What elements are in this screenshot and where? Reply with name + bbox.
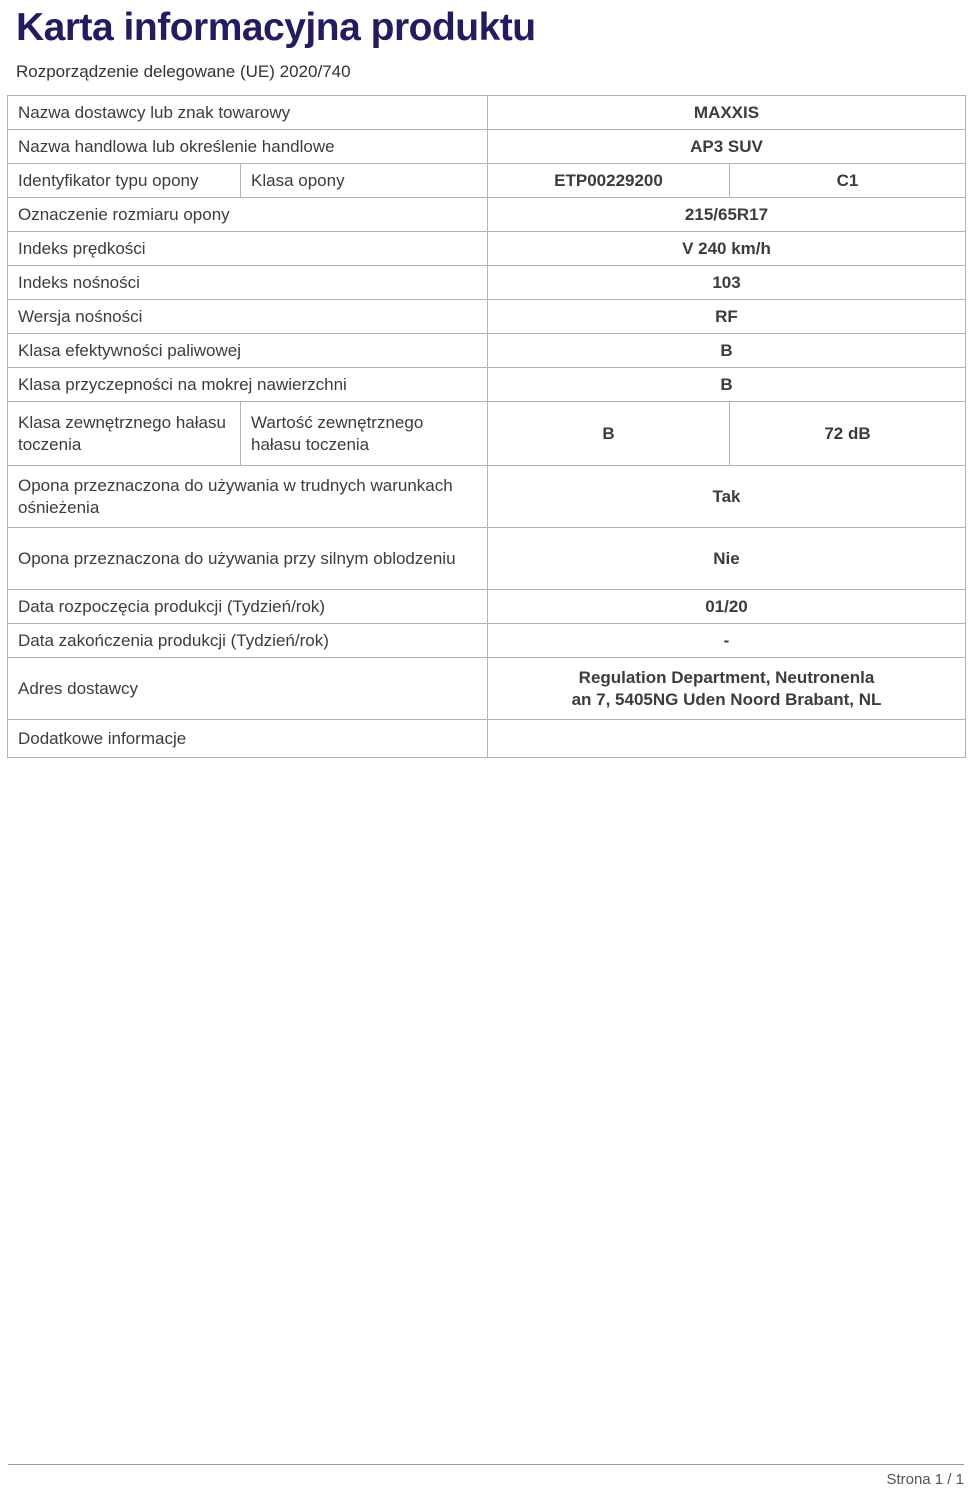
row-production-start bbox=[8, 590, 966, 624]
speed-index-value: V 240 km/h bbox=[488, 232, 966, 266]
supplier-address-line2: an 7, 5405NG Uden Noord Brabant, NL bbox=[571, 689, 882, 709]
row-noise bbox=[8, 402, 966, 466]
load-index-label: Indeks nośności bbox=[8, 266, 488, 300]
regulation-subtitle: Rozporządzenie delegowane (UE) 2020/740 bbox=[16, 62, 351, 81]
row-production-end bbox=[8, 624, 966, 658]
row-supplier bbox=[8, 96, 966, 130]
supplier-value: MAXXIS bbox=[488, 96, 966, 130]
noise-class-label: Klasa zewnętrznego hałasu toczenia bbox=[8, 402, 241, 466]
row-fuel-efficiency bbox=[8, 334, 966, 368]
production-end-value: - bbox=[488, 624, 966, 658]
additional-info-value bbox=[488, 720, 966, 758]
trade-name-value: AP3 SUV bbox=[488, 130, 966, 164]
size-value: 215/65R17 bbox=[488, 198, 966, 232]
supplier-label: Nazwa dostawcy lub znak towarowy bbox=[8, 96, 488, 130]
ice-value: Nie bbox=[488, 528, 966, 590]
page-title: Karta informacyjna produktu bbox=[16, 6, 536, 49]
speed-index-label: Indeks prędkości bbox=[8, 232, 488, 266]
fuel-efficiency-label: Klasa efektywności paliwowej bbox=[8, 334, 488, 368]
page-footer bbox=[8, 1464, 964, 1488]
load-version-label: Wersja nośności bbox=[8, 300, 488, 334]
row-supplier-address bbox=[8, 658, 966, 720]
row-speed-index bbox=[8, 232, 966, 266]
row-wet-grip bbox=[8, 368, 966, 402]
row-ice bbox=[8, 528, 966, 590]
fuel-efficiency-value: B bbox=[488, 334, 966, 368]
row-trade-name bbox=[8, 130, 966, 164]
load-index-value: 103 bbox=[488, 266, 966, 300]
size-label: Oznaczenie rozmiaru opony bbox=[8, 198, 488, 232]
ice-label: Opona przeznaczona do używania przy silnym oblodzeniu bbox=[8, 528, 488, 590]
wet-grip-label: Klasa przyczepności na mokrej nawierzchni bbox=[8, 368, 488, 402]
row-type-identifier bbox=[8, 164, 966, 198]
row-snow bbox=[8, 466, 966, 528]
page-number: Strona 1 / 1 bbox=[886, 1471, 964, 1488]
production-start-value: 01/20 bbox=[488, 590, 966, 624]
row-load-version bbox=[8, 300, 966, 334]
product-info-table bbox=[7, 95, 966, 758]
load-version-value: RF bbox=[488, 300, 966, 334]
supplier-address-line1: Regulation Department, Neutronenla bbox=[578, 668, 875, 688]
supplier-address-value bbox=[488, 658, 966, 720]
row-size bbox=[8, 198, 966, 232]
tyre-class-value: C1 bbox=[730, 164, 966, 198]
additional-info-label: Dodatkowe informacje bbox=[8, 720, 488, 758]
snow-value: Tak bbox=[488, 466, 966, 528]
noise-db-value: 72 dB bbox=[730, 402, 966, 466]
noise-value-label: Wartość zewnętrznego hałasu toczenia bbox=[241, 402, 488, 466]
trade-name-label: Nazwa handlowa lub określenie handlowe bbox=[8, 130, 488, 164]
supplier-address-label: Adres dostawcy bbox=[8, 658, 488, 720]
row-additional-info bbox=[8, 720, 966, 758]
tyre-class-label: Klasa opony bbox=[241, 164, 488, 198]
production-start-label: Data rozpoczęcia produkcji (Tydzień/rok) bbox=[8, 590, 488, 624]
production-end-label: Data zakończenia produkcji (Tydzień/rok) bbox=[8, 624, 488, 658]
noise-class-value: B bbox=[488, 402, 730, 466]
row-load-index bbox=[8, 266, 966, 300]
snow-label: Opona przeznaczona do używania w trudnych warunkach ośnieżenia bbox=[8, 466, 488, 528]
type-identifier-label: Identyfikator typu opony bbox=[8, 164, 241, 198]
wet-grip-value: B bbox=[488, 368, 966, 402]
type-identifier-value: ETP00229200 bbox=[488, 164, 730, 198]
